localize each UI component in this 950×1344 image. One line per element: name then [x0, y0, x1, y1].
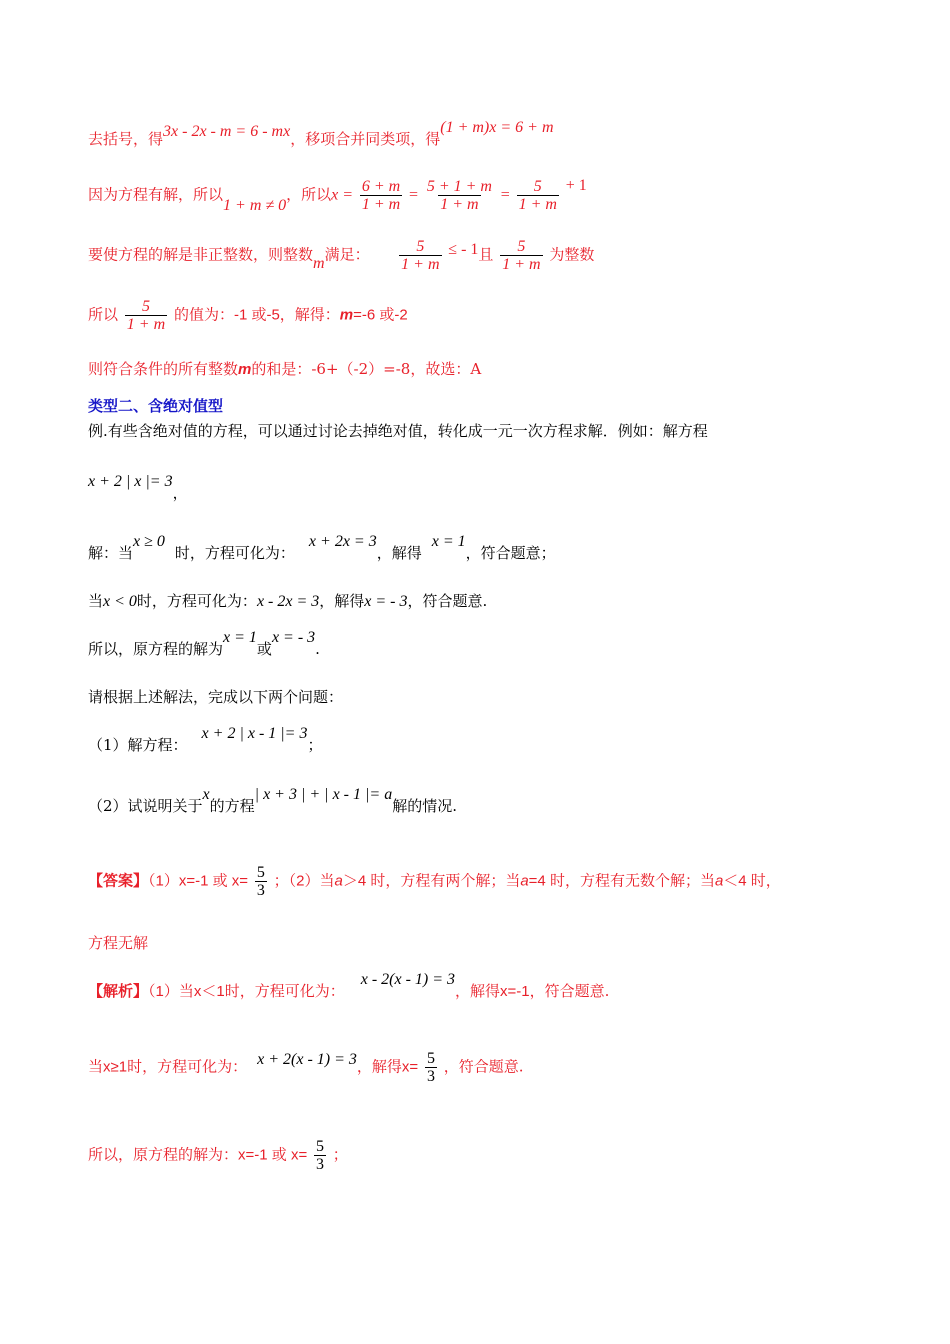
text: 时，方程可化为： [174, 544, 295, 562]
analysis-case1 [88, 971, 890, 1003]
fraction: $\frac{5}{1 + m}$ [401, 238, 440, 273]
text: 则符合条件的所有整数 [88, 360, 239, 378]
solution: x=-1 或 x= [238, 1146, 308, 1164]
text: -1 或-5，解得： [233, 306, 340, 324]
text: 或 [256, 640, 272, 658]
fraction: $\frac{5}{3}$ [316, 1138, 324, 1173]
var-m: m [238, 361, 252, 378]
text: 因为方程有解，所以 [88, 185, 224, 204]
text: ，解得 [319, 592, 365, 610]
text: 当 [88, 1057, 104, 1076]
var-m: m [313, 254, 325, 272]
equation: x - 2(x - 1) = 3 [360, 971, 456, 988]
example-case1 [88, 533, 890, 565]
text: ，所以 [286, 185, 332, 204]
text: 去括号，得 [88, 130, 164, 148]
solution: x= [401, 1058, 419, 1076]
fraction: $\frac{6 + m}{1 + m}$ [361, 178, 401, 213]
text: 满足： [324, 245, 370, 264]
step-remove-brackets [88, 119, 890, 151]
equation: x + 2x = 3 [308, 533, 377, 550]
task-2 [88, 786, 890, 818]
text: ，解得 [376, 544, 422, 562]
text: 时，方程可化为： [136, 592, 257, 610]
text: =-6 或-2 [353, 306, 408, 324]
text: ； [332, 1145, 348, 1164]
text: 的值为： [173, 305, 234, 324]
solution: x = 1 [223, 629, 257, 646]
plus-one: + 1 [565, 176, 587, 194]
solution: x=-1 [500, 983, 530, 1000]
condition: x＜1 [193, 983, 225, 1000]
text: 解的情况. [392, 797, 457, 815]
equation: | x + 3 | + | x - 1 |= a [254, 786, 393, 803]
text: ，符合题意. [443, 1057, 524, 1076]
example-equation [88, 470, 890, 502]
equation-combined: (1 + m)x = 6 + m [440, 119, 554, 136]
text: ，解得 [455, 982, 501, 1000]
analysis-case2 [88, 1050, 890, 1085]
text: ＞4 时，方程有两个解；当 [342, 872, 521, 890]
analysis-tag: 【解析】 [88, 982, 149, 1000]
analysis-conclusion [88, 1138, 890, 1173]
text: （1）当 [148, 983, 194, 1000]
text: 的和是：-6+（-2）=-8，故选：A [251, 360, 482, 378]
text: 时，方程可化为： [224, 982, 345, 1000]
step-values [88, 298, 890, 333]
text: ；（2）当 [273, 872, 335, 890]
text: 时，方程可化为： [127, 1057, 248, 1076]
task-intro: 请根据上述解法，完成以下两个问题： [88, 688, 344, 706]
text: （1）解方程： [88, 736, 188, 754]
var-x: x [202, 786, 210, 803]
inequality: ≤ - 1 [448, 240, 479, 258]
text: ，符合题意. [407, 592, 488, 610]
step-sum [88, 358, 890, 381]
equation: x + 2(x - 1) = 3 [257, 1050, 357, 1068]
fraction: $\frac{5}{1 + m}$ [126, 298, 166, 333]
text: （2）试说明关于 [88, 797, 203, 815]
solution: x = - 3 [271, 629, 316, 646]
equals-sign: = [500, 186, 510, 204]
text: 所以，原方程的解为 [88, 640, 224, 658]
step-solve-x [88, 178, 890, 213]
var-a: a [520, 872, 529, 890]
equation: x + 2 | x |= 3 [88, 473, 173, 490]
equals-sign: = [409, 186, 419, 204]
text: ， [172, 484, 188, 502]
fraction: $\frac{5}{1 + m}$ [502, 238, 541, 273]
text: ＜4 时， [723, 872, 781, 890]
solution: x = 1 [431, 533, 466, 550]
step-condition [88, 238, 890, 273]
condition: x < 0 [103, 593, 137, 610]
equation: x - 2x = 3 [256, 593, 320, 610]
answer-continued: 方程无解 [88, 934, 149, 952]
text: 且 [478, 245, 494, 264]
condition: x ≥ 0 [133, 533, 165, 550]
section-heading: 类型二、含绝对值型 [88, 397, 224, 415]
text: ，解得 [356, 1057, 402, 1076]
text: ，移项合并同类项，得 [290, 130, 441, 148]
example-case2 [88, 590, 890, 613]
equation: x + 2 | x - 1 |= 3 [201, 725, 308, 742]
text: =4 时，方程有无数个解；当 [528, 872, 715, 890]
text: . [315, 640, 320, 658]
equation-expanded: 3x - 2x - m = 6 - mx [163, 123, 291, 140]
text: 解：当 [88, 544, 134, 562]
fraction: $\frac{5}{3}$ [426, 1050, 435, 1085]
example-conclusion [88, 629, 890, 661]
text: ，符合题意； [465, 544, 556, 562]
answer-tag: 【答案】 [88, 871, 149, 890]
answer-block [88, 864, 890, 899]
var-m: m [339, 306, 354, 324]
example-intro: 例.有些含绝对值的方程，可以通过讨论去掉绝对值，转化成一元一次方程求解．例如：解方程 [88, 422, 708, 440]
solution: x = - 3 [364, 593, 408, 610]
text: ，符合题意. [529, 982, 610, 1000]
text: ； [307, 736, 323, 754]
text: 要使方程的解是非正整数，则整数 [88, 245, 314, 264]
text: 所以，原方程的解为： [88, 1145, 239, 1164]
condition-nonzero: 1 + m ≠ 0 [223, 196, 287, 214]
text: 所以 [88, 305, 119, 324]
text: （1） [148, 872, 179, 890]
fraction: $\frac{5 + 1 + m}{1 + m}$ [426, 178, 492, 213]
fraction: $\frac{5}{3}$ [256, 864, 265, 899]
text: x=-1 或 x= [178, 872, 249, 890]
text: 当 [88, 592, 104, 610]
text: 为整数 [549, 245, 595, 264]
condition: x≥1 [103, 1058, 128, 1076]
x-equals: x = [331, 186, 354, 204]
task-1 [88, 725, 890, 757]
var-a: a [714, 872, 724, 890]
var-a: a [334, 872, 343, 890]
fraction: $\frac{5}{1 + m}$ [518, 178, 557, 213]
text: 的方程 [209, 797, 255, 815]
